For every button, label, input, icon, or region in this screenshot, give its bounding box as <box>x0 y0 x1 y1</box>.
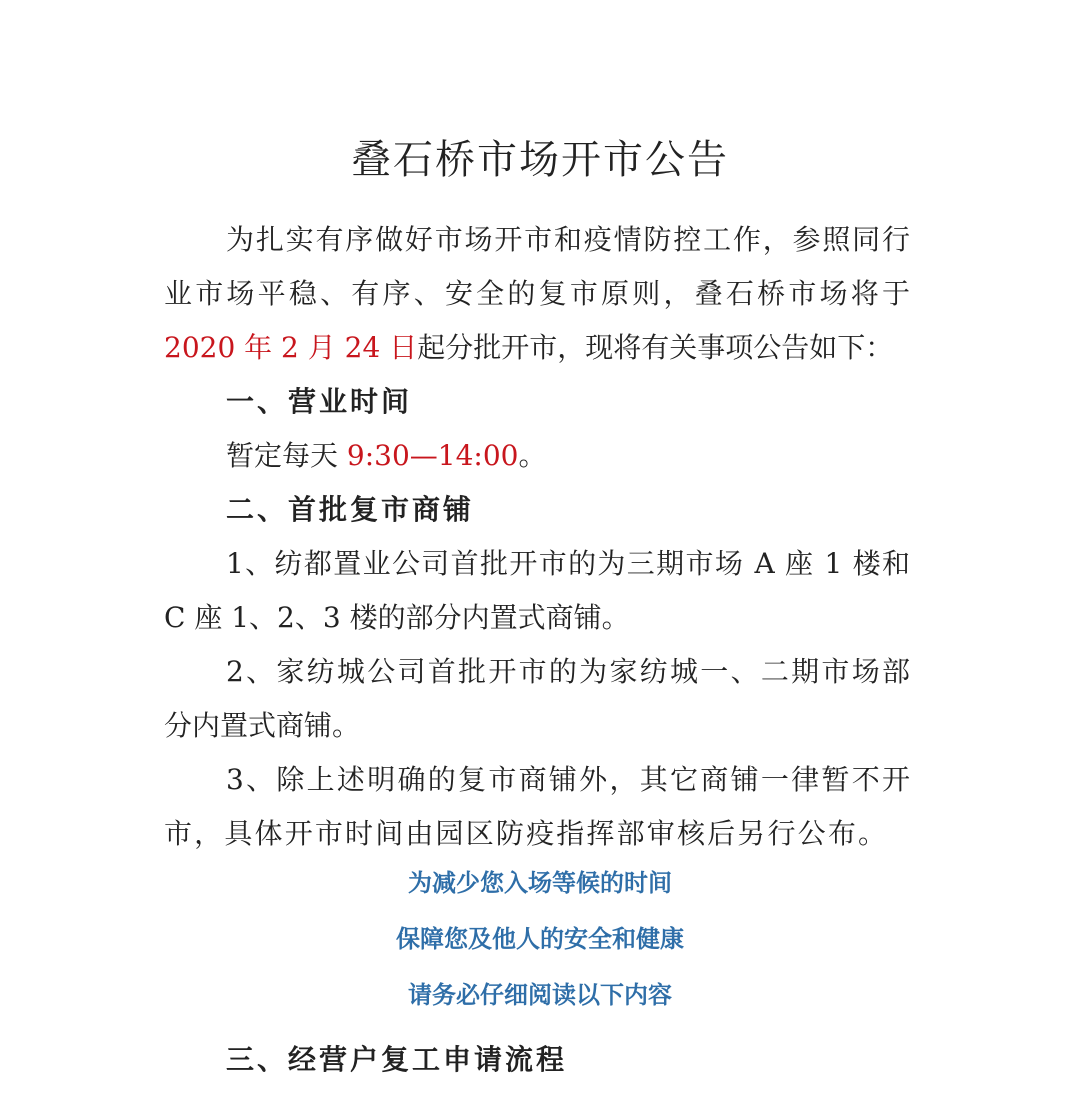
business-hours-suffix: 。 <box>518 439 547 472</box>
section-2-item-1-line-2: C 座 1、2、3 楼的部分内置式商铺。 <box>164 601 630 634</box>
open-date: 2020 年 2 月 24 日 <box>164 331 418 364</box>
section-2-item-2-line-1: 2、家纺城公司首批开市的为家纺城一、二期市场部 <box>226 655 910 688</box>
intro-line-1: 为扎实有序做好市场开市和疫情防控工作，参照同行 <box>226 223 910 256</box>
section-2-item-1-line-1: 1、纺都置业公司首批开市的为三期市场 A 座 1 楼和 <box>226 547 910 580</box>
intro-line-2: 业市场平稳、有序、安全的复市原则，叠石桥市场将于 <box>164 277 910 310</box>
section-3-heading: 三、经营户复工申请流程 <box>226 1043 568 1076</box>
section-2-item-3-line-2: 市，具体开市时间由园区防疫指挥部审核后另行公布。 <box>164 817 886 850</box>
section-2-item-2-line-2: 分内置式商铺。 <box>164 709 361 742</box>
section-2-item-3-line-1: 3、除上述明确的复市商铺外，其它商铺一律暂不开 <box>226 763 910 796</box>
notice-line-3: 请务必仔细阅读以下内容 <box>408 981 672 1009</box>
notice-line-1: 为减少您入场等候的时间 <box>408 869 672 897</box>
intro-line-3 <box>164 328 893 368</box>
page-title: 叠石桥市场开市公告 <box>351 137 729 183</box>
business-hours <box>226 436 547 476</box>
intro-line-3-rest: 起分批开市，现将有关事项公告如下： <box>417 331 894 364</box>
section-1-heading: 一、营业时间 <box>226 385 413 418</box>
business-hours-prefix: 暂定每天 <box>226 439 347 472</box>
notice-line-2: 保障您及他人的安全和健康 <box>396 925 684 953</box>
business-hours-time: 9:30—14:00 <box>346 439 519 472</box>
section-2-heading: 二、首批复市商铺 <box>226 493 475 526</box>
